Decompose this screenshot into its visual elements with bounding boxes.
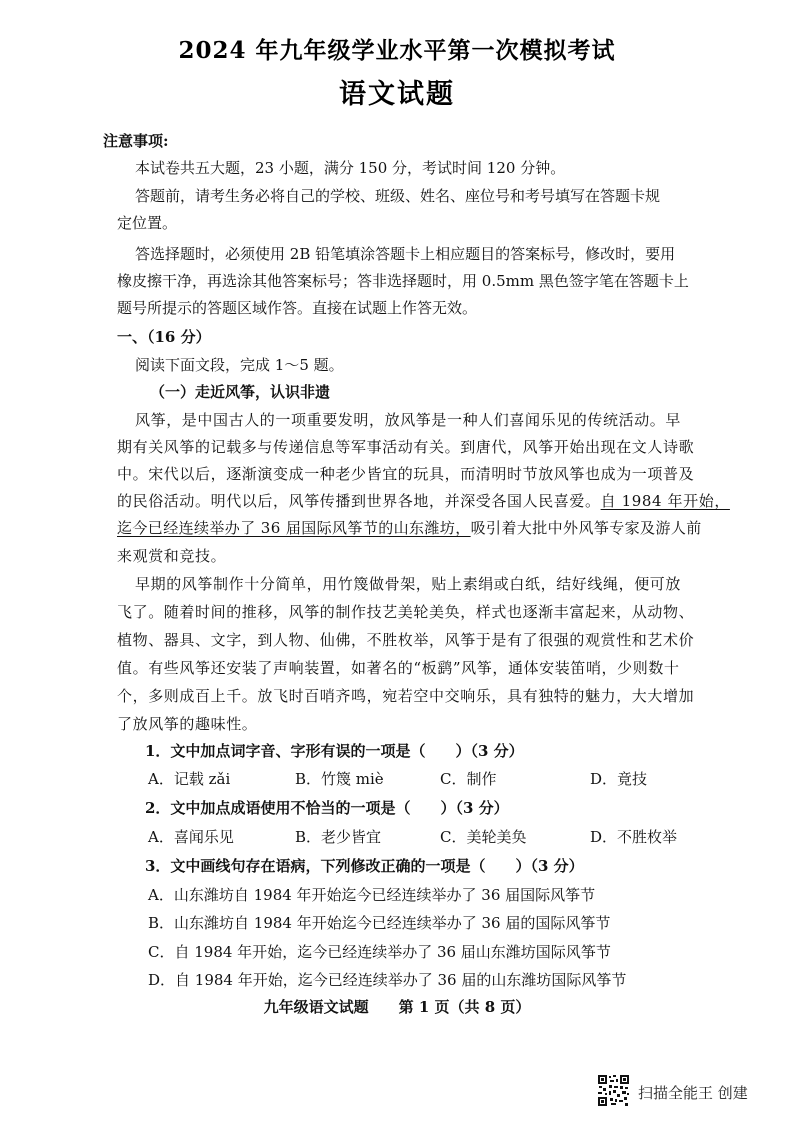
passage-p1-line-1: 风筝，是中国古人的一项重要发明，放风筝是一种人们喜闻乐见的传统活动。早 (135, 411, 682, 429)
passage-p1-line-2: 期有关风筝的记载多与传递信息等军事活动有关。到唐代，风筝开始出现在文人诗歌 (117, 438, 695, 456)
section-1-heading: 一、（16 分） (117, 328, 211, 346)
question-1-option-b: B．竹篾 miè (295, 770, 384, 788)
passage-p2-line-3: 植物、器具、文字，到人物、仙佛，不胜枚举，风筝于是有了很强的观赏性和艺术价 (117, 631, 695, 649)
notice-item-1: 本试卷共五大题，23 小题，满分 150 分，考试时间 120 分钟。 (135, 159, 566, 177)
question-1-stem: 1．文中加点词字音、字形有误的一项是（ ）（3 分） (145, 742, 524, 760)
exam-title: 2024 年九年级学业水平第一次模拟考试 (178, 37, 616, 64)
passage-p1-line-5-text: 吸引着大批中外风筝专家及游人前 (470, 519, 702, 537)
passage-p2-line-4: 值。有些风筝还安装了声响装置，如著名的“板鹞”风筝，通体安装笛哨，少则数十 (117, 659, 680, 677)
subject-title: 语文试题 (339, 79, 455, 110)
notice-item-2-line-1: 答题前，请考生务必将自己的学校、班级、姓名、座位号和考号填写在答题卡规 (135, 187, 661, 205)
passage-p1-line-4 (117, 490, 730, 511)
underlined-sentence-part-2: 迄今已经连续举办了 36 届国际风筝节的山东潍坊， (117, 519, 471, 537)
page-footer: 九年级语文试题 第 1 页（共 8 页） (263, 998, 531, 1016)
question-2-option-b: B．老少皆宜 (295, 828, 382, 846)
notice-item-3-line-2: 橡皮擦干净，再选涂其他答案标号；答非选择题时，用 0.5mm 黑色签字笔在答题卡上 (117, 272, 689, 290)
question-3-option-c: C．自 1984 年开始，迄今已经连续举办了 36 届山东潍坊国际风筝节 (148, 943, 611, 961)
passage-p1-line-5 (117, 517, 702, 538)
notice-item-3-line-1: 答选择题时，必须使用 2B 铅笔填涂答题卡上相应题目的答案标号，修改时，要用 (135, 245, 676, 263)
passage-p2-line-1: 早期的风筝制作十分简单，用竹篾做骨架，贴上素绢或白纸，结好线绳，便可放 (135, 575, 682, 593)
question-2-stem: 2．文中加点成语使用不恰当的一项是（ ）（3 分） (145, 799, 509, 817)
question-2-option-d: D．不胜枚举 (590, 828, 678, 846)
passage-p2-line-5: 个，多则成百上千。放飞时百哨齐鸣，宛若空中交响乐，具有独特的魅力，大大增加 (117, 687, 695, 705)
underlined-sentence-part-1: 自 1984 年开始， (600, 492, 730, 510)
question-2-option-c: C．美轮美奂 (440, 828, 527, 846)
question-3-option-a: A．山东潍坊自 1984 年开始迄今已经连续举办了 36 届国际风筝节 (148, 886, 596, 904)
passage-p1-line-3: 中。宋代以后，逐渐演变成一种老少皆宜的玩具，而清明时节放风筝也成为一项普及 (117, 465, 695, 483)
question-1-option-c: C．制作 (440, 770, 497, 788)
notice-heading: 注意事项: (103, 132, 169, 150)
question-3-stem: 3．文中画线句存在语病，下列修改正确的一项是（ ）（3 分） (145, 857, 584, 875)
qr-code-icon (597, 1074, 630, 1107)
question-2-option-a: A．喜闻乐见 (148, 828, 234, 846)
section-1-subheading: （一）走近风筝，认识非遗 (150, 383, 331, 401)
notice-item-2-line-2: 定位置。 (117, 214, 178, 232)
question-1-option-d: D．竟技 (590, 770, 648, 788)
passage-p2-line-6: 了放风筝的趣味性。 (117, 715, 258, 733)
passage-p2-line-2: 飞了。随着时间的推移，风筝的制作技艺美轮美奂，样式也逐渐丰富起来，从动物、 (117, 603, 695, 621)
scanner-watermark: 扫描全能王 创建 (638, 1084, 748, 1102)
question-3-option-d: D．自 1984 年开始，迄今已经连续举办了 36 届的山东潍坊国际风筝节 (148, 971, 627, 989)
question-3-option-b: B．山东潍坊自 1984 年开始迄今已经连续举办了 36 届的国际风筝节 (148, 914, 611, 932)
section-1-instruction: 阅读下面文段，完成 1～5 题。 (135, 356, 344, 374)
notice-item-3-line-3: 题号所提示的答题区域作答。直接在试题上作答无效。 (117, 299, 478, 317)
passage-p1-line-6: 来观赏和竞技。 (117, 547, 227, 565)
passage-p1-line-4-text: 的民俗活动。明代以后，风筝传播到世界各地，并深受各国人民喜爱。 (117, 492, 601, 510)
question-1-option-a: A．记载 zǎi (148, 770, 231, 788)
